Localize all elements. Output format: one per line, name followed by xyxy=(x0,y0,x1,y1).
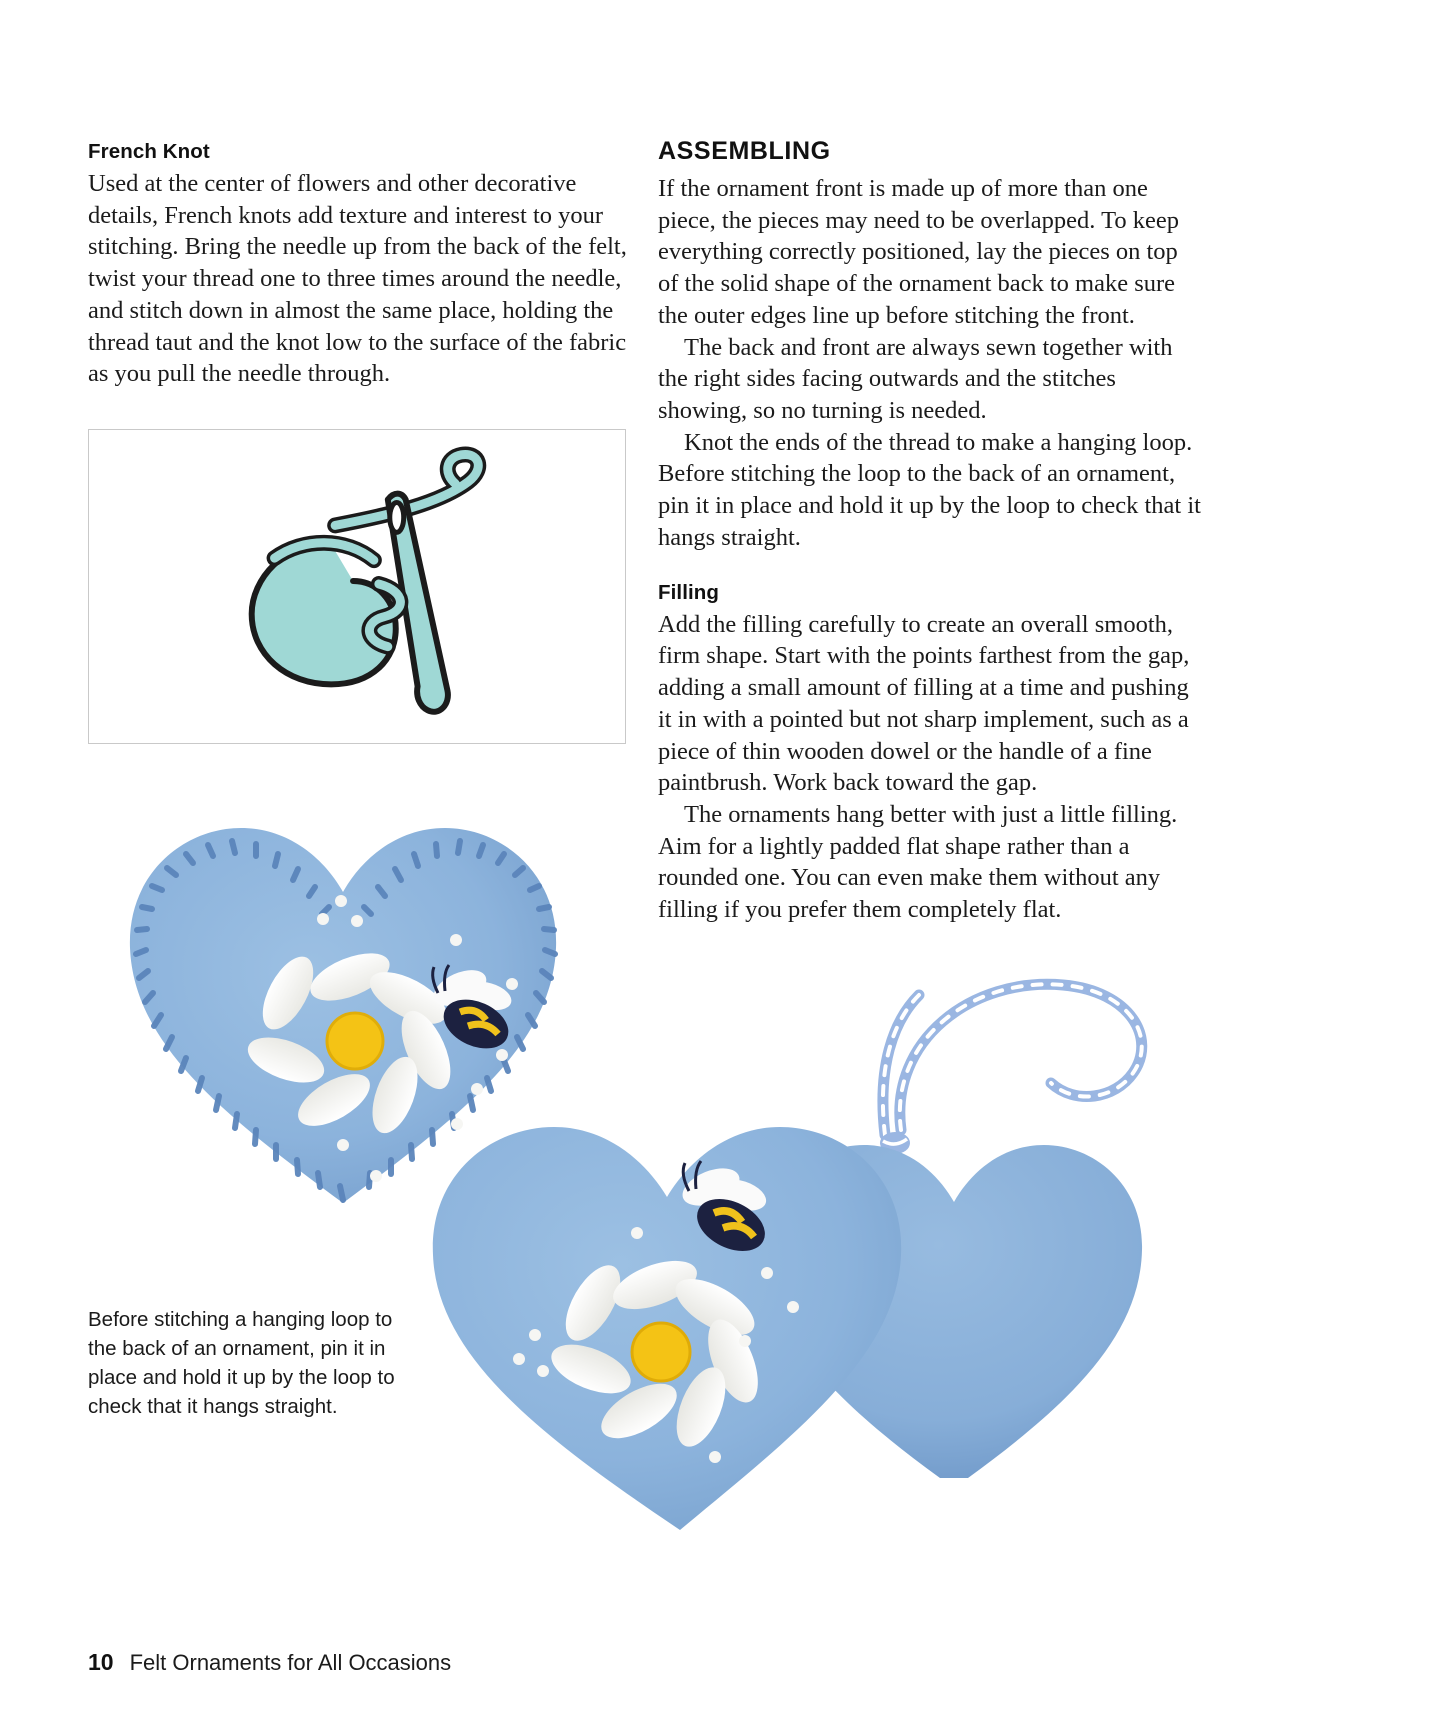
section-spacer xyxy=(658,554,1204,581)
assembling-paragraph-3: Knot the ends of the thread to make a hanging loop. Before stitching the loop to the back of an ornament, pin it in place and hold it up by the loop to check that it hangs straight. xyxy=(658,428,1201,551)
page-footer xyxy=(88,1649,451,1676)
section-title-filling: Filling xyxy=(658,580,720,604)
photo-caption: Before stitching a hanging loop to the back of an ornament, pin it in place and hold it up by the loop to check that it hangs straight. xyxy=(88,1308,395,1419)
needle-eye xyxy=(390,503,404,533)
assembling-paragraph-2: The back and front are always sewn together with the right sides facing outwards and the stitches showing, so no turning is needed. xyxy=(658,333,1173,425)
right-column xyxy=(658,137,1204,926)
assembling-paragraph-1: If the ornament front is made up of more than one piece, the pieces may need to be overlapped. To keep everything correctly positioned, lay the pieces on top of the solid shape of the ornament back to make sure the outer edges line up before stitching the front. xyxy=(658,175,1179,329)
heading-assembling: ASSEMBLING xyxy=(658,137,831,165)
left-column xyxy=(88,140,628,390)
filling-paragraph-1: Add the filling carefully to create an overall smooth, firm shape. Start with the points farthest from the gap, adding a small amount of filling at a time and pushing it in with a pointed but not sharp implement, such as a piece of thin wooden dowel or the handle of a fine paintbrush. Work back toward the gap. xyxy=(658,610,1190,797)
book-title: Felt Ornaments for All Occasions xyxy=(129,1650,452,1675)
french-knot-illustration xyxy=(89,430,625,743)
section-title-french-knot: French Knot xyxy=(88,140,210,163)
french-knot-paragraph: Used at the center of flowers and other decorative details, French knots add texture and interest to your stitching. Bring the needle up from the back of the felt, twist your thread one to three times around the needle, and stitch down in almost the same place, holding the thread taut and the knot low to the surface of the fabric as you pull the needle through. xyxy=(88,170,627,388)
hanging-loop-cord xyxy=(880,984,1142,1154)
page-number: 10 xyxy=(88,1649,114,1675)
filling-paragraph-2: The ornaments hang better with just a little filling. Aim for a lightly padded flat shape rather than a rounded one. You can even make them without any filling if you prefer them completely flat. xyxy=(658,800,1178,924)
photo-two-blue-felt-hearts-with-hanging-loop xyxy=(415,955,1175,1550)
heart-pair-illustration xyxy=(415,955,1175,1550)
french-knot-diagram xyxy=(88,429,626,744)
